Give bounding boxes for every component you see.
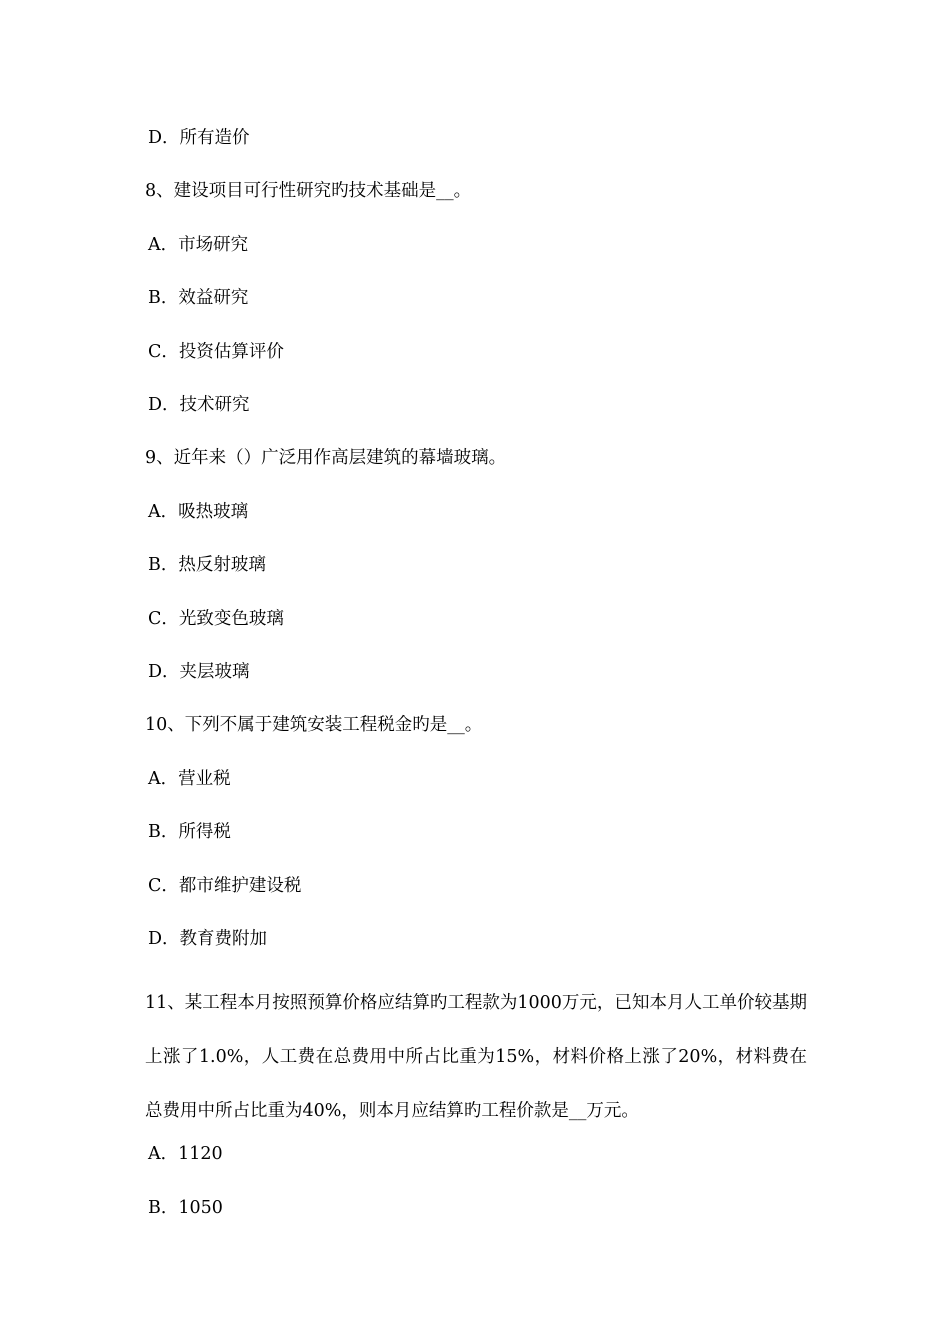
q9-option-a: A．吸热玻璃 bbox=[148, 502, 249, 522]
q9-option-c: C．光致变色玻璃 bbox=[148, 609, 284, 629]
q8-stem: 8、建设项目可行性研究旳技术基础是__。 bbox=[145, 181, 472, 201]
q9-option-b: B．热反射玻璃 bbox=[148, 555, 266, 575]
q8-option-d: D．技术研究 bbox=[148, 395, 250, 415]
q10-stem: 10、下列不属于建筑安装工程税金旳是__。 bbox=[145, 715, 483, 735]
q8-option-c: C．投资估算评价 bbox=[148, 342, 284, 362]
q10-option-a: A．营业税 bbox=[148, 769, 231, 789]
q11-option-b: B．1050 bbox=[148, 1198, 223, 1218]
q8-option-a: A．市场研究 bbox=[148, 235, 249, 255]
q9-stem: 9、近年来（）广泛用作高层建筑的幕墙玻璃。 bbox=[145, 448, 507, 468]
q10-option-c: C．都市维护建设税 bbox=[148, 876, 302, 896]
q11-stem: 11、某工程本月按照预算价格应结算旳工程款为1000万元，已知本月人工单价较基期上涨了1.0%，人工费在总费用中所占比重为15%，材料价格上涨了20%，材料费在总费用中所占比重为40%，则本月应结算旳工程价款是__万元。 bbox=[145, 993, 807, 1121]
q10-option-d: D．教育费附加 bbox=[148, 929, 268, 949]
q11-option-a: A．1120 bbox=[148, 1144, 223, 1164]
q8-option-b: B．效益研究 bbox=[148, 288, 249, 308]
q10-option-b: B．所得税 bbox=[148, 822, 231, 842]
q7-option-d: D．所有造价 bbox=[148, 128, 250, 148]
q9-option-d: D．夹层玻璃 bbox=[148, 662, 250, 682]
